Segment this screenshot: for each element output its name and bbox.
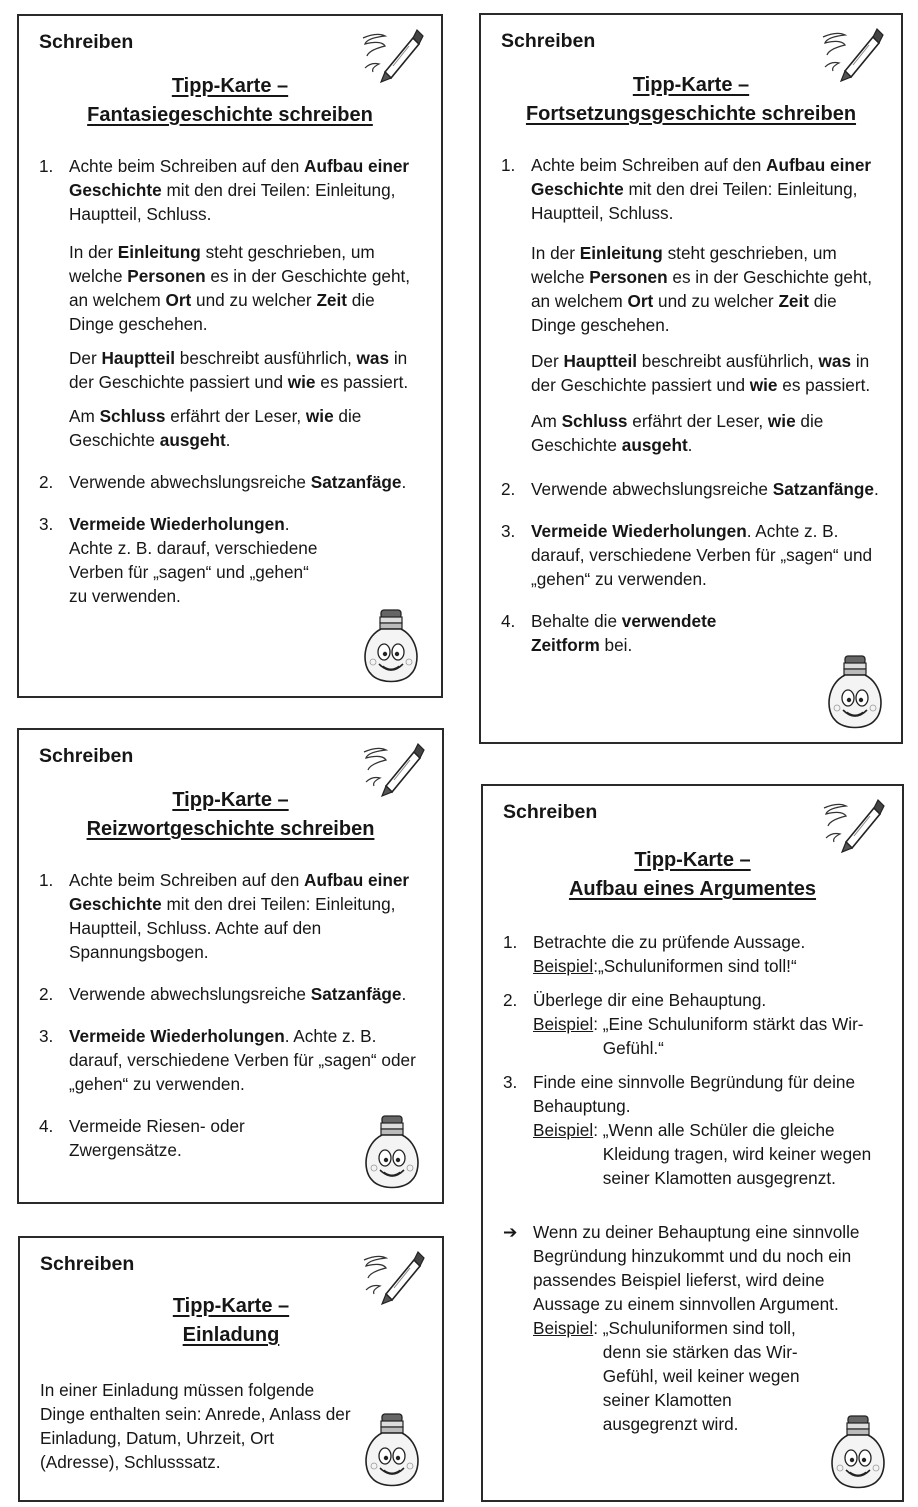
lightbulb-mascot-icon bbox=[359, 606, 423, 688]
arrow-icon: ➔ bbox=[503, 1222, 518, 1242]
list-item: 3. Vermeide Wiederholungen. Achte z. B. darauf, verschiedene Verben für „sagen“ und „gehen“ zu verwenden. bbox=[39, 514, 318, 606]
lightbulb-mascot-icon bbox=[360, 1410, 424, 1492]
pen-icon bbox=[815, 23, 885, 85]
list-item: 3. Finde eine sinnvolle Begründung für deine Behauptung. Beispiel : „Wenn alle Schüler die gleiche Kleidung tragen, wird keiner wegen seiner Klamotten ausgegrenzt. bbox=[503, 1070, 882, 1190]
card-stimulus-word-story bbox=[17, 728, 444, 1204]
list-item: 1. Achte beim Schreiben auf den Aufbau einer Geschichte mit den drei Teilen: Einleitung, Hauptteil, Schluss. In der Einleitung steht geschrieben, um welche Personen es in der Geschichte geht, an welchem Ort und zu welcher Zeit die Dinge geschehen. Der Hauptteil beschreibt ausführlich, was in der Geschichte passiert und wie es passiert. Am Schluss erfährt der Leser, wie die Geschichte ausgeht. bbox=[501, 155, 873, 455]
card-subject: Schreiben bbox=[503, 801, 598, 823]
pen-icon bbox=[356, 1246, 426, 1308]
tip-list bbox=[39, 154, 421, 608]
list-item: 1. Betrachte die zu prüfende Aussage. Beispiel : „Schuluniformen sind toll!“ bbox=[503, 930, 882, 978]
pen-icon bbox=[355, 24, 425, 86]
lightbulb-mascot-icon bbox=[823, 652, 887, 734]
tip-text: Der Hauptteil beschreibt ausführlich, was in der Geschichte passiert und wie es passiert. bbox=[69, 348, 409, 392]
card-subject: Schreiben bbox=[501, 30, 596, 52]
card-title: Tipp-Karte – Fantasiegeschichte schreiben bbox=[87, 75, 373, 126]
card-subject: Schreiben bbox=[40, 1253, 135, 1275]
invitation-body: In einer Einladung müssen folgende Dinge enthalten sein: Anrede, Anlass der Einladung, Datum, Uhrzeit, Ort (Adresse), Schlusssatz. bbox=[40, 1380, 351, 1472]
card-continuation-story bbox=[479, 13, 903, 744]
list-item: 2. Verwende abwechslungsreiche Satzanfänge. bbox=[501, 479, 879, 499]
tip-list bbox=[501, 153, 881, 657]
card-invitation bbox=[18, 1236, 444, 1502]
pen-icon bbox=[816, 794, 886, 856]
card-title: Tipp-Karte – Einladung bbox=[172, 1295, 290, 1346]
list-item: 2. Verwende abwechslungsreiche Satzanfäge. bbox=[39, 984, 407, 1004]
example: Beispiel : „Schuluniformen sind toll!“ bbox=[533, 956, 797, 976]
example: Beispiel : „Wenn alle Schüler die gleiche Kleidung tragen, wird keiner wegen seiner Klamotten ausgegrenzt. bbox=[533, 1120, 872, 1188]
list-item: 1. Achte beim Schreiben auf den Aufbau einer Geschichte mit den drei Teilen: Einleitung, Hauptteil, Schluss. In der Einleitung steht geschrieben, um welche Personen es in der Geschichte geht, an welchem Ort und zu welcher Zeit die Dinge geschehen. Der Hauptteil beschreibt ausführlich, was in der Geschichte passiert und wie es passiert. Am Schluss erfährt der Leser, wie die Geschichte ausgeht. bbox=[39, 154, 421, 452]
tip-text: Am Schluss erfährt der Leser, wie die Geschichte ausgeht. bbox=[69, 406, 362, 450]
card-title: Tipp-Karte – Aufbau eines Argumentes bbox=[568, 849, 817, 900]
card-argument-structure bbox=[481, 784, 904, 1502]
conclusion-block: ➔ Wenn zu deiner Behauptung eine sinnvolle Begründung hinzukommt und du noch ein passendes Beispiel lieferst, wird deine Aussage zu einem sinnvollen Argument. Beispiel : „Schuluniformen sind toll, denn sie stärken das Wir-Gefühl, weil keiner wegen seiner Klamotten ausgegrenzt wird. bbox=[503, 1220, 882, 1436]
list-item: 4. Behalte die verwendete Zeitform bei. bbox=[501, 611, 717, 655]
card-subject: Schreiben bbox=[39, 745, 134, 767]
example: Beispiel : „Schuluniformen sind toll, denn sie stärken das Wir-Gefühl, weil keiner wegen seiner Klamotten ausgegrenzt wird. bbox=[533, 1318, 800, 1434]
list-item: 2. Verwende abwechslungsreiche Satzanfäge. bbox=[39, 472, 407, 492]
card-fantasy-story bbox=[17, 14, 443, 698]
tip-list bbox=[503, 930, 882, 1190]
list-item: 1. Achte beim Schreiben auf den Aufbau einer Geschichte mit den drei Teilen: Einleitung, Hauptteil, Schluss. Achte auf den Spannungsbogen. bbox=[39, 870, 410, 962]
list-item: 4. Vermeide Riesen- oder Zwergensätze. bbox=[39, 1116, 245, 1160]
tip-text: In der Einleitung steht geschrieben, um welche Personen es in der Geschichte geht, an welchem Ort und zu welcher Zeit die Dinge geschehen. bbox=[69, 242, 411, 334]
list-item: 3. Vermeide Wiederholungen. Achte z. B. darauf, verschiedene Verben für „sagen“ oder „gehen“ zu verwenden. bbox=[39, 1026, 416, 1094]
list-item: 2. Überlege dir eine Behauptung. Beispiel : „Eine Schuluniform stärkt das Wir-Gefühl.“ bbox=[503, 988, 882, 1060]
example: Beispiel : „Eine Schuluniform stärkt das Wir-Gefühl.“ bbox=[533, 1014, 864, 1058]
card-title: Tipp-Karte – Reizwortgeschichte schreiben bbox=[86, 789, 375, 840]
card-title: Tipp-Karte – Fortsetzungsgeschichte schreiben bbox=[525, 74, 857, 125]
list-item: 3. Vermeide Wiederholungen. Achte z. B. darauf, verschiedene Verben für „sagen“ und „gehen“ zu verwenden. bbox=[501, 521, 873, 589]
tip-text: Achte beim Schreiben auf den Aufbau einer Geschichte mit den drei Teilen: Einleitung, Hauptteil, Schluss. bbox=[69, 156, 410, 224]
lightbulb-mascot-icon bbox=[360, 1112, 424, 1194]
card-subject: Schreiben bbox=[39, 31, 134, 53]
pen-icon bbox=[356, 738, 426, 800]
lightbulb-mascot-icon bbox=[826, 1412, 890, 1494]
